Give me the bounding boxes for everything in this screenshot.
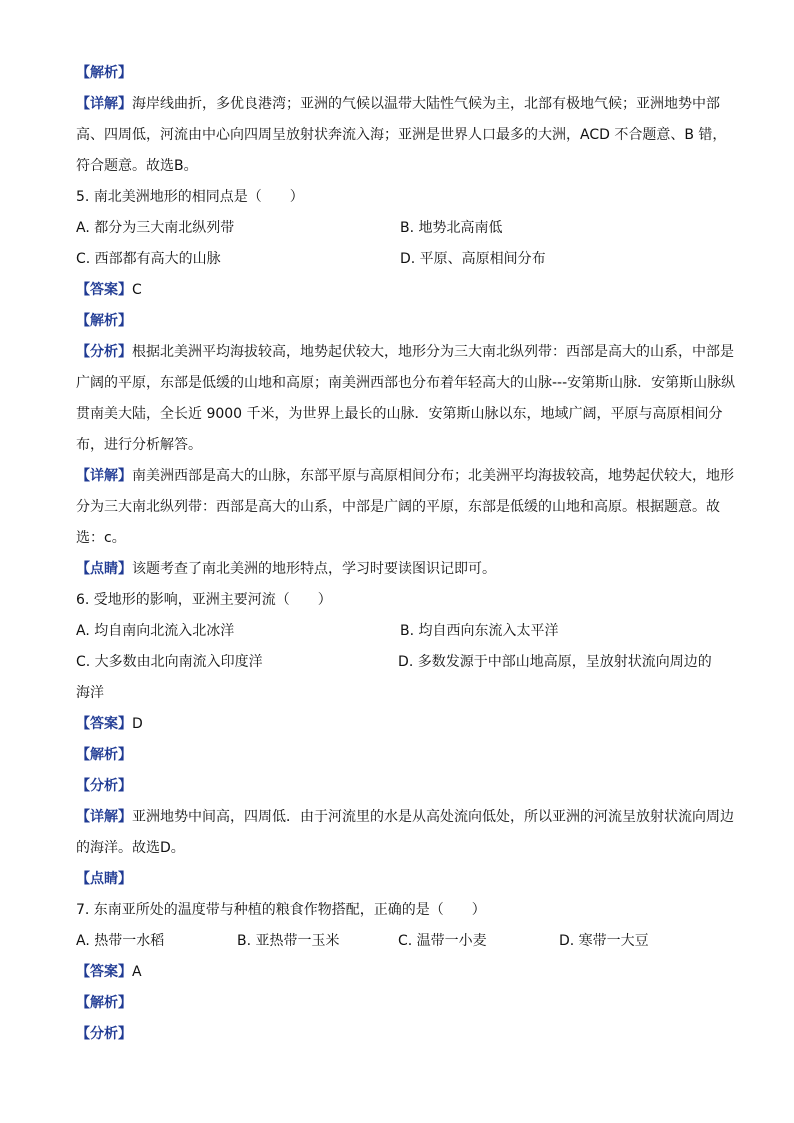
q5-answer-tag: 【答案】 bbox=[76, 282, 132, 298]
q5-fenxi-text: 根据北美洲平均海拔较高，地势起伏较大，地形分为三大南北纵列带：西部是高大的山系，中部是广阔的平原，东部是低缓的山地和高原；南美洲西部也分布着年轻高大的山脉---安第斯山脉．安第斯山脉纵贯南美大陆，全长近 9000 千米，为世界上最长的山脉．安第斯山脉以东，地域广阔，平原与高原相间分布，进行分析解答。 bbox=[76, 344, 736, 453]
q6-xiangjie-tag: 【详解】 bbox=[76, 809, 132, 825]
q7-stem: 7. 东南亚所处的温度带与种植的粮食作物搭配，正确的是（ ） bbox=[76, 902, 486, 918]
q5-analysis-heading: 【解析】 bbox=[76, 313, 132, 329]
q6-xiangjie-text: 亚洲地势中间高，四周低．由于河流里的水是从高处流向低处，所以亚洲的河流呈放射状流向周边的海洋。故选D。 bbox=[76, 809, 734, 856]
q5-option-d: D. 平原、高原相间分布 bbox=[400, 251, 546, 267]
q5-fenxi-paragraph bbox=[76, 337, 736, 461]
q5-options-row-1 bbox=[76, 213, 736, 244]
q7-analysis-heading: 【解析】 bbox=[76, 995, 132, 1011]
q6-fenxi-heading: 【分析】 bbox=[76, 778, 132, 794]
q7-option-c: C. 温带一小麦 bbox=[398, 933, 487, 949]
q6-analysis-heading: 【解析】 bbox=[76, 747, 132, 763]
q5-dianjing-tag: 【点睛】 bbox=[76, 561, 132, 577]
analysis-heading: 【解析】 bbox=[76, 65, 132, 81]
q7-option-d: D. 寒带一大豆 bbox=[559, 933, 649, 949]
q7-answer-tag: 【答案】 bbox=[76, 964, 132, 980]
detail-text: 海岸线曲折，多优良港湾；亚洲的气候以温带大陆性气候为主，北部有极地气候；亚洲地势中部高、四周低，河流由中心向四周呈放射状奔流入海；亚洲是世界人口最多的大洲，ACD 不合题意、B 错，符合题意。故选B。 bbox=[76, 96, 727, 174]
q5-xiangjie-tag: 【详解】 bbox=[76, 468, 132, 484]
q6-answer-value: D bbox=[132, 716, 143, 732]
q6-options-row-1 bbox=[76, 616, 736, 647]
q6-option-b: B. 均自西向东流入太平洋 bbox=[400, 623, 559, 639]
q7-fenxi-heading: 【分析】 bbox=[76, 1026, 132, 1042]
q6-stem: 6. 受地形的影响，亚洲主要河流（ ） bbox=[76, 592, 332, 608]
q6-options-row-2 bbox=[76, 647, 736, 678]
q5-option-c: C. 西部都有高大的山脉 bbox=[76, 251, 221, 267]
detail-tag: 【详解】 bbox=[76, 96, 132, 112]
q6-answer bbox=[76, 709, 736, 740]
q6-dianjing-heading: 【点睛】 bbox=[76, 871, 132, 887]
detail-paragraph bbox=[76, 89, 736, 182]
q7-answer bbox=[76, 957, 736, 988]
q5-dianjing-text: 该题考查了南北美洲的地形特点，学习时要读图识记即可。 bbox=[132, 561, 496, 577]
q5-option-b: B. 地势北高南低 bbox=[400, 220, 503, 236]
q5-option-a: A. 都分为三大南北纵列带 bbox=[76, 220, 235, 236]
q6-option-d-continued: 海洋 bbox=[76, 685, 104, 701]
q6-option-d: D. 多数发源于中部山地高原，呈放射状流向周边的 bbox=[398, 654, 712, 670]
q5-answer bbox=[76, 275, 736, 306]
q5-xiangjie-text: 南美洲西部是高大的山脉，东部平原与高原相间分布；北美洲平均海拔较高，地势起伏较大，地形分为三大南北纵列带：西部是高大的山系，中部是广阔的平原，东部是低缓的山地和高原。根据题意。故选：c。 bbox=[76, 468, 734, 546]
q5-dianjing-paragraph bbox=[76, 554, 736, 585]
q5-options-row-2 bbox=[76, 244, 736, 275]
q5-stem: 5. 南北美洲地形的相同点是（ ） bbox=[76, 189, 304, 205]
q7-option-b: B. 亚热带一玉米 bbox=[237, 933, 340, 949]
q6-option-c: C. 大多数由北向南流入印度洋 bbox=[76, 654, 263, 670]
q5-fenxi-tag: 【分析】 bbox=[76, 344, 132, 360]
q6-xiangjie-paragraph bbox=[76, 802, 736, 864]
q5-answer-value: C bbox=[132, 282, 142, 298]
q7-answer-value: A bbox=[132, 964, 142, 980]
q7-options-row bbox=[76, 926, 736, 957]
q6-answer-tag: 【答案】 bbox=[76, 716, 132, 732]
q6-option-a: A. 均自南向北流入北冰洋 bbox=[76, 623, 235, 639]
q7-option-a: A. 热带一水稻 bbox=[76, 933, 165, 949]
document-page bbox=[76, 58, 736, 1050]
q5-xiangjie-paragraph bbox=[76, 461, 736, 554]
